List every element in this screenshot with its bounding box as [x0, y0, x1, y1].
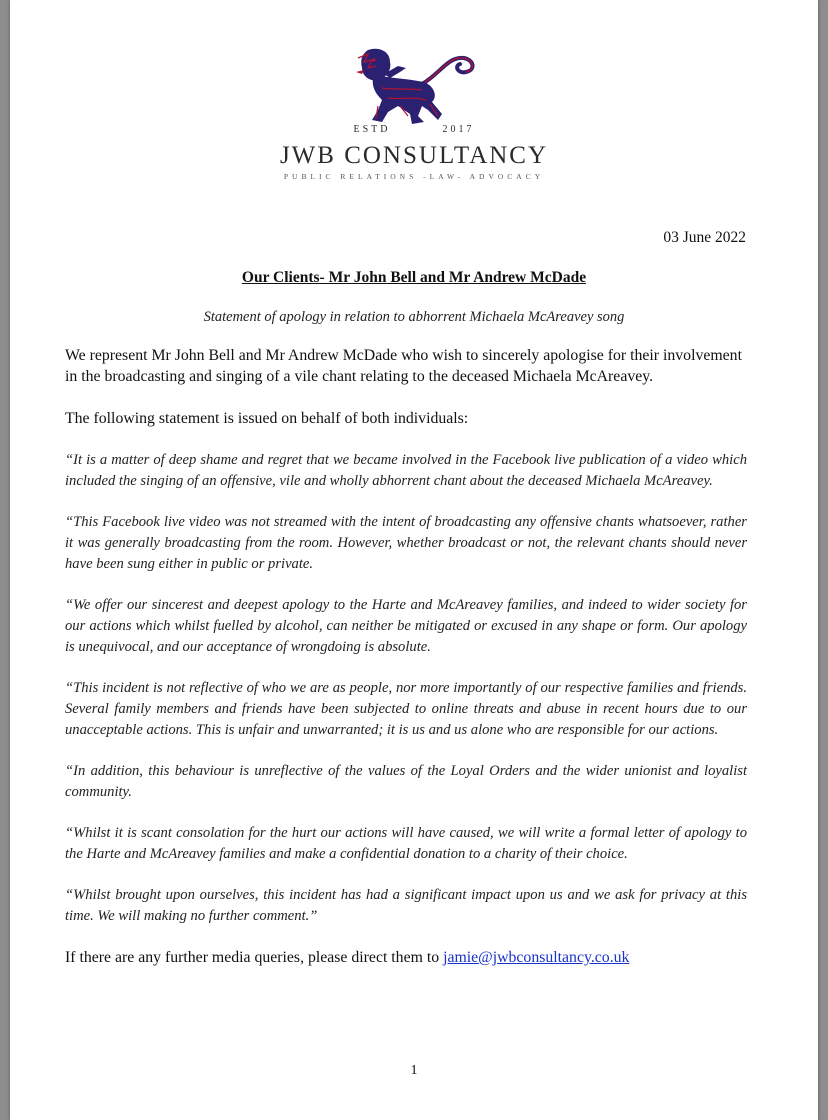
- estd-year: 2017: [442, 124, 475, 135]
- letterhead: [10, 0, 818, 200]
- statement-paragraph-4: “This incident is not reflective of who we are as people, nor more importantly of our respective families and friends. Several family members and friends have been subjected to online threats and abuse in recent hours due to our unacceptable actions. This is unfair and unwarranted; it is us and us alone who are responsible for our actions.: [65, 680, 747, 738]
- document-page: [10, 0, 818, 1120]
- statement-paragraph-2: “This Facebook live video was not streamed with the intent of broadcasting any offensive chants whatsoever, rather it was generally broadcasting from the room. However, whether broadcast or not, the relevant chants should never have been sung either in public or private.: [65, 514, 747, 572]
- estd-label: ESTD: [353, 124, 391, 135]
- page-number: 1: [410, 1063, 418, 1078]
- intro-paragraph: We represent Mr John Bell and Mr Andrew McDade who wish to sincerely apologise for their involvement in the broadcasting and singing of a vile chant relating to the deceased Michaela McAreavey.: [65, 347, 742, 385]
- contact-email-link[interactable]: jamie@jwbconsultancy.co.uk: [443, 949, 630, 966]
- statement-paragraph-7: “Whilst brought upon ourselves, this incident has had a significant impact upon us and we ask for privacy at this time. We will making no further comment.”: [65, 887, 747, 924]
- company-name: JWB CONSULTANCY: [279, 142, 549, 169]
- letter-date: 03 June 2022: [663, 229, 746, 246]
- company-tagline: PUBLIC RELATIONS -LAW- ADVOCACY: [283, 172, 545, 181]
- closing-text: If there are any further media queries, please direct them to: [65, 949, 444, 966]
- lead-in-paragraph: The following statement is issued on behalf of both individuals:: [65, 410, 469, 427]
- letter-subtitle: Statement of apology in relation to abhorrent Michaela McAreavey song: [203, 309, 625, 325]
- letter-body: [65, 345, 747, 968]
- letter-title: Our Clients- Mr John Bell and Mr Andrew McDade: [241, 269, 587, 286]
- closing-paragraph: [65, 947, 747, 968]
- statement-paragraph-3: “We offer our sincerest and deepest apology to the Harte and McAreavey families, and indeed to wider society for our actions which whilst fuelled by alcohol, can neither be mitigated or excused in any shape or form. Our apology is unequivocal, and our acceptance of wrongdoing is absolute.: [65, 597, 747, 655]
- statement-paragraph-6: “Whilst it is scant consolation for the hurt our actions will have caused, we will write a formal letter of apology to the Harte and McAreavey families and make a confidential donation to a charity of their choice.: [65, 825, 747, 862]
- established-row: [10, 124, 818, 135]
- statement-paragraph-5: “In addition, this behaviour is unreflective of the values of the Loyal Orders and the wider unionist and loyalist community.: [65, 763, 747, 800]
- rampant-lion-icon: [348, 44, 480, 126]
- statement-paragraph-1: “It is a matter of deep shame and regret that we became involved in the Facebook live publication of a video which included the singing of an offensive, vile and wholly abhorrent chant about the deceased Michaela McAreavey.: [65, 452, 747, 489]
